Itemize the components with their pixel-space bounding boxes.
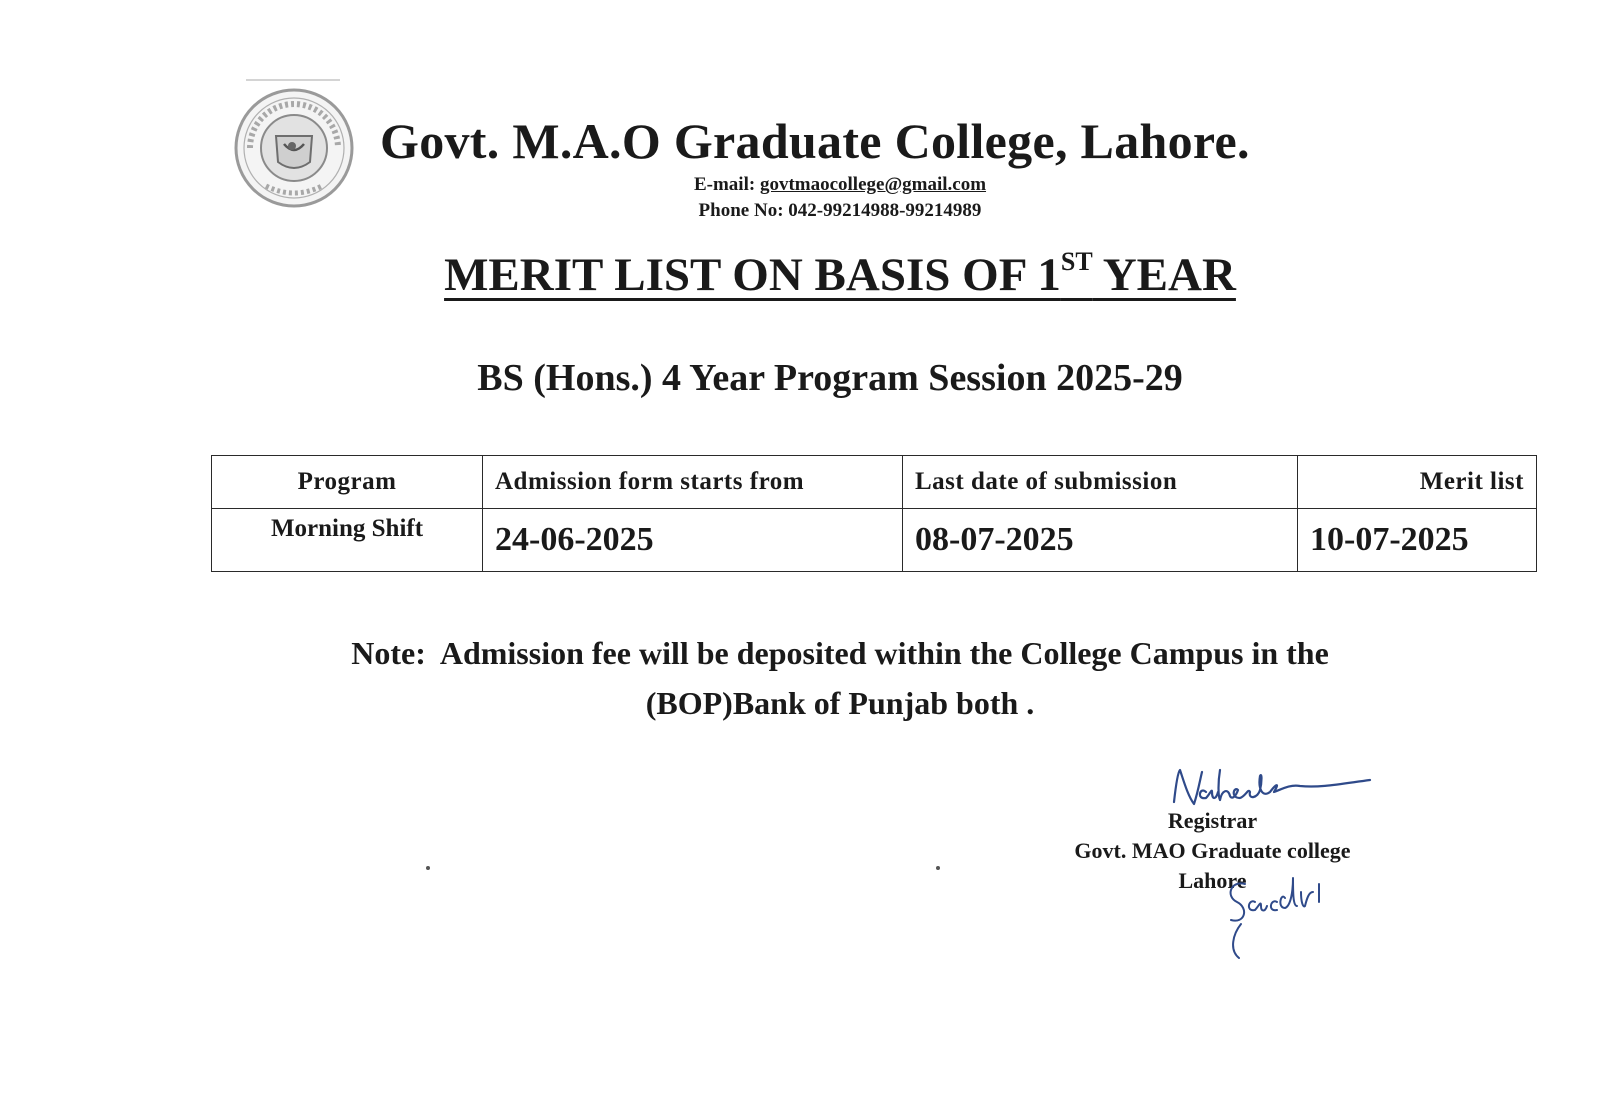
signatory-title: Registrar — [1167, 808, 1258, 833]
college-name: Govt. M.A.O Graduate College, Lahore. — [380, 113, 1250, 169]
table-header-row — [212, 456, 1537, 509]
note-label: Note: — [351, 635, 426, 671]
note-line-1 — [240, 628, 1440, 678]
merit-title-main: MERIT LIST ON BASIS OF 1 — [444, 249, 1061, 301]
cell-program: Morning Shift — [212, 509, 483, 572]
email-line — [600, 172, 1080, 198]
merit-title-suffix: YEAR — [1092, 249, 1236, 301]
table-row — [212, 509, 1537, 572]
merit-list-title — [380, 248, 1300, 302]
admission-schedule-table — [211, 455, 1537, 572]
header-merit-list: Merit list — [1298, 456, 1537, 509]
handwritten-initials — [1215, 862, 1335, 962]
header-admission-start: Admission form starts from — [483, 456, 903, 509]
cell-merit-list: 10-07-2025 — [1298, 509, 1537, 572]
note-line-2: (BOP)Bank of Punjab both . — [645, 685, 1035, 721]
phone-line: Phone No: 042-99214988-99214989 — [698, 200, 982, 221]
paper-speck — [936, 866, 940, 870]
signatory-city: Lahore — [1178, 868, 1247, 893]
admission-note — [240, 628, 1440, 728]
program-session-title: BS (Hons.) 4 Year Program Session 2025-29 — [477, 357, 1183, 399]
email-link[interactable]: govtmaocollege@gmail.com — [759, 174, 987, 195]
cell-last-date: 08-07-2025 — [903, 509, 1298, 572]
cell-admission-start: 24-06-2025 — [483, 509, 903, 572]
merit-title-superscript: ST — [1060, 247, 1093, 276]
paper-speck — [426, 866, 430, 870]
college-seal-icon — [232, 74, 356, 214]
header-last-date: Last date of submission — [903, 456, 1298, 509]
email-label: E-mail: — [693, 174, 756, 195]
signatory-organization: Govt. MAO Graduate college — [1074, 838, 1351, 863]
note-text-1: Admission fee will be deposited within the College Campus in the — [439, 635, 1329, 671]
contact-info — [600, 172, 1080, 224]
header-program: Program — [212, 456, 483, 509]
